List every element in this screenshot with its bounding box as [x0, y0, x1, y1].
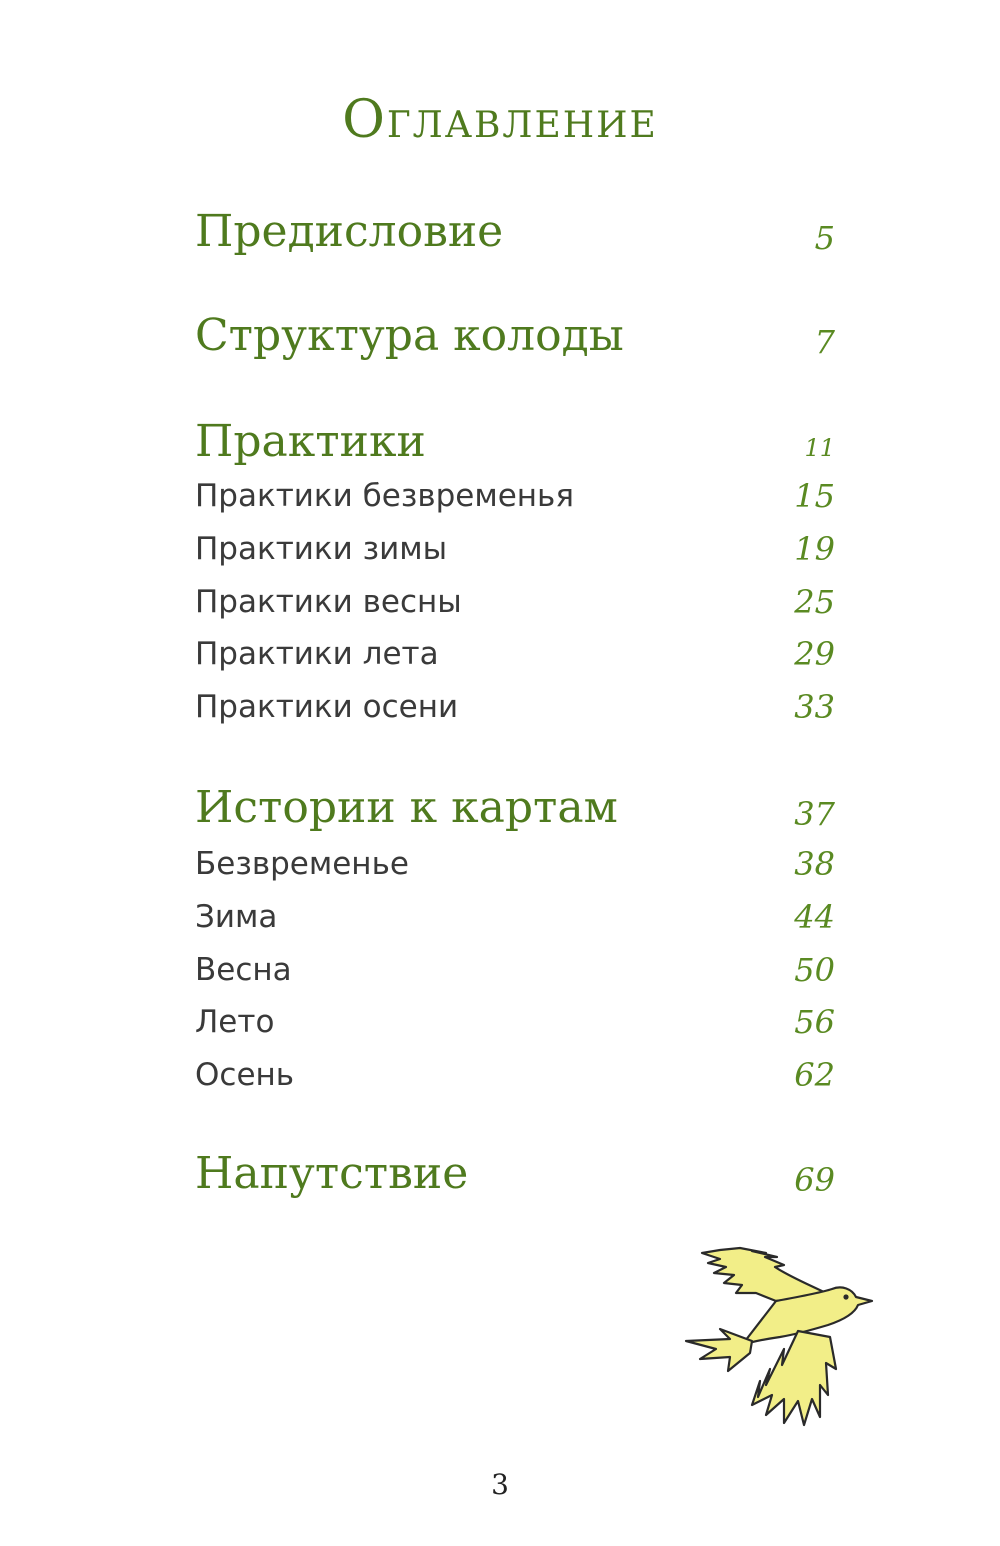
toc-page-number: 37 — [794, 795, 835, 833]
toc-subentry[interactable] — [195, 877, 835, 937]
toc-page-number: 69 — [794, 1161, 835, 1199]
toc-page-number: 29 — [794, 635, 835, 673]
toc-page-number: 15 — [794, 477, 835, 515]
toc-label: Практики весны — [195, 584, 462, 620]
toc-page-number: 5 — [814, 219, 835, 257]
toc-label: Зима — [195, 899, 278, 935]
page-number-footer: 3 — [491, 1468, 509, 1501]
toc-page-number: 19 — [794, 530, 835, 568]
toc-label: Напутствие — [195, 1148, 469, 1199]
toc-label: Предисловие — [195, 206, 504, 257]
toc-subentry[interactable] — [195, 509, 835, 569]
toc-page-number: 25 — [794, 583, 835, 621]
toc-page-number: 56 — [794, 1003, 835, 1041]
toc-page-number: 38 — [794, 845, 835, 883]
toc-subentry[interactable] — [195, 824, 835, 884]
toc-label: Практики лета — [195, 636, 439, 672]
toc-entry-deck-structure[interactable] — [195, 302, 835, 362]
toc-page-number: 50 — [794, 951, 835, 989]
page-title: Оглавление — [342, 90, 658, 150]
toc-subentry[interactable] — [195, 562, 835, 622]
toc-subentry[interactable] — [195, 456, 835, 516]
toc-subentry[interactable] — [195, 930, 835, 990]
toc-label: Практики безвременья — [195, 478, 574, 514]
toc-label: Структура колоды — [195, 310, 624, 361]
toc-page-number: 44 — [794, 898, 835, 936]
toc-subentry[interactable] — [195, 667, 835, 727]
bird-icon — [680, 1245, 880, 1430]
toc-label: Лето — [195, 1004, 275, 1040]
toc-label: Истории к картам — [195, 782, 618, 833]
toc-page-number: 62 — [794, 1056, 835, 1094]
toc-label: Весна — [195, 952, 292, 988]
toc-subentry[interactable] — [195, 614, 835, 674]
toc-label: Практики — [195, 416, 426, 467]
toc-page-number: 11 — [804, 434, 835, 462]
toc-subentry[interactable] — [195, 1035, 835, 1095]
toc-page-number: 7 — [814, 323, 835, 361]
toc-entry-farewell[interactable] — [195, 1140, 835, 1200]
toc-entry-preface[interactable] — [195, 198, 835, 258]
toc-subentry[interactable] — [195, 982, 835, 1042]
toc-page-number: 33 — [794, 688, 835, 726]
toc-label: Практики осени — [195, 689, 459, 725]
toc-label: Практики зимы — [195, 531, 448, 567]
toc-label: Безвременье — [195, 846, 409, 882]
toc-label: Осень — [195, 1057, 295, 1093]
